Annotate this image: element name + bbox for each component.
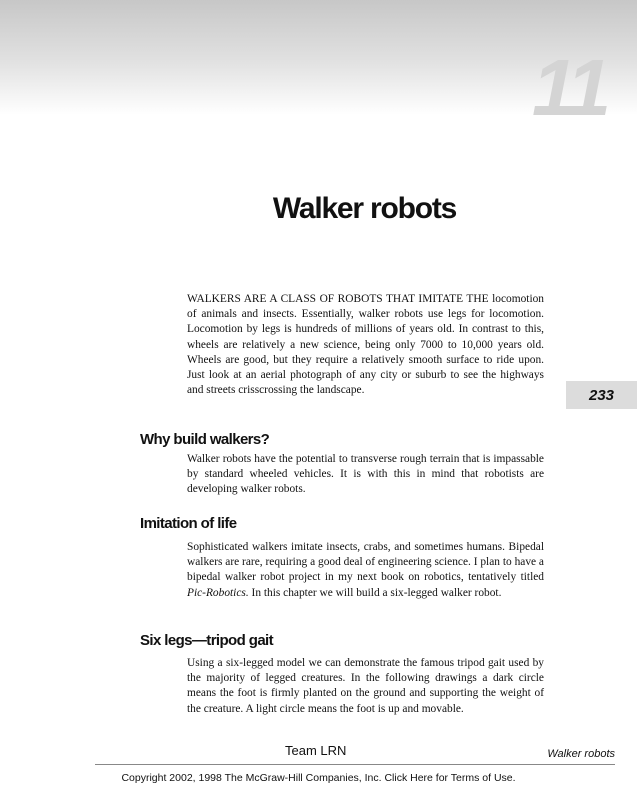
footer-running-head: Walker robots: [547, 748, 615, 760]
imitation-text-before: Sophisticated walkers imitate insects, crabs, and sometimes humans. Bipedal walkers are rare, requiring a good deal of engineering science. I plan to have a bipedal walker robot project in my next book on robotics, tentatively titled: [187, 541, 544, 584]
why-paragraph: Walker robots have the potential to transverse rough terrain that is impassable by standard wheeled vehicles. It is with this in mind that robotists are developing walker robots.: [187, 453, 544, 496]
heading-six-legs-tripod-gait: Six legs—tripod gait: [140, 632, 274, 649]
intro-paragraph: [187, 292, 544, 398]
chapter-number: 11: [531, 43, 607, 132]
heading-imitation-of-life: Imitation of life: [140, 515, 237, 532]
sixlegs-paragraph: Using a six-legged model we can demonstrate the famous tripod gait used by the majority of legged creatures. In the following drawings a dark circle means the foot is firmly planted on the ground and supporting the weight of the creature. A light circle means the foot is up and movable.: [187, 657, 544, 715]
imitation-paragraph: [187, 540, 544, 601]
imitation-text-after: In this chapter we will build a six-legged walker robot.: [248, 586, 502, 599]
intro-text: locomotion of animals and insects. Essentially, walker robots use legs for locomotion. Locomotion by legs is hundreds of millions of years old. In contrast to this, wheels are relatively a new science, being only 7000 to 10,000 years old. Wheels are good, but they require a relatively smooth surface to ride upon. Just look at an aerial photograph of any city or suburb to see the highways and streets crisscrossing the landscape.: [187, 293, 544, 397]
page-number: 233: [588, 386, 615, 404]
intro-lead-caps: WALKERS ARE A CLASS OF ROBOTS THAT IMITATE THE: [187, 293, 489, 305]
chapter-title: Walker robots: [272, 192, 457, 225]
copyright-link[interactable]: Copyright 2002, 1998 The McGraw-Hill Companies, Inc. Click Here for Terms of Use.: [121, 772, 516, 784]
page-number-tab: [566, 381, 637, 409]
footer-rule: [95, 764, 615, 765]
heading-why-build-walkers: Why build walkers?: [140, 431, 270, 448]
footer-team: Team LRN: [285, 743, 347, 758]
book-title: Pic-Robotics.: [187, 586, 249, 599]
